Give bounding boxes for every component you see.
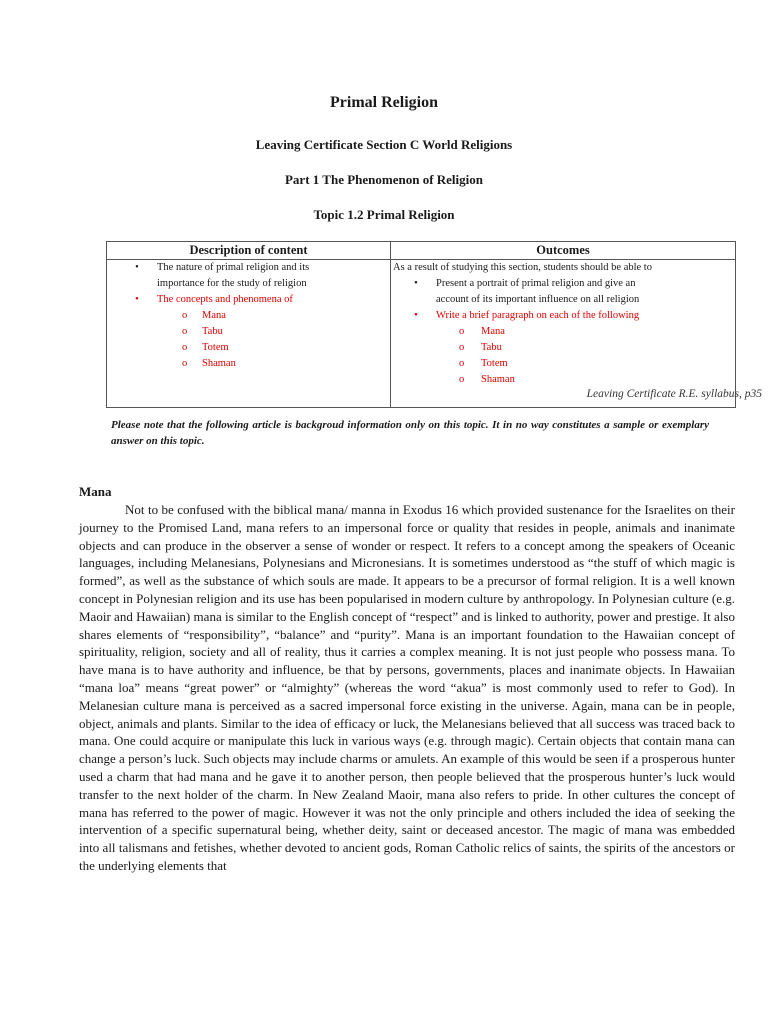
sub-list-item xyxy=(107,308,390,324)
sub-list-item xyxy=(107,324,390,340)
outcomes-list xyxy=(391,276,735,388)
bullet-icon: • xyxy=(135,294,139,305)
sub-bullet-icon: o xyxy=(182,342,188,353)
list-item-text: Write a brief paragraph on each of the following xyxy=(436,310,640,321)
list-item-text: The nature of primal religion and its xyxy=(157,262,310,273)
section-heading: Mana xyxy=(79,484,112,499)
col-header-outcomes: Outcomes xyxy=(391,242,736,260)
sub-list-item xyxy=(391,356,735,372)
sub-list-item xyxy=(391,340,735,356)
col-header-description: Description of content xyxy=(107,242,391,260)
sub-item-text: Shaman xyxy=(481,374,515,385)
sub-bullet-icon: o xyxy=(459,374,465,385)
outcomes-cell xyxy=(391,260,736,408)
sub-item-text: Mana xyxy=(481,326,505,337)
list-item xyxy=(107,260,390,292)
bullet-icon: • xyxy=(414,310,418,321)
sub-item-text: Tabu xyxy=(481,342,502,353)
section-subtitle: Leaving Certificate Section C World Religions xyxy=(255,137,513,152)
disclaimer-note: Please note that the following article is backgroud information only on this topic. It in no way constitutes a sample or exemplary answer on this topic. xyxy=(111,419,709,447)
bullet-icon: • xyxy=(414,278,418,289)
topic-subtitle: Topic 1.2 Primal Religion xyxy=(313,207,455,222)
sub-bullet-icon: o xyxy=(459,342,465,353)
section-body: Not to be confused with the biblical mana/ manna in Exodus 16 which provided sustenance for the Israelites on their journey to the Promised Land, mana refers to an impersonal force or quality that resides in people, animals and inanimate objects and can produce in the observer a sense of wonder or respect. It refers to a concept among the speakers of Oceanic languages, including Melanesians, Polynesians and Micronesians. It is sometimes understood as “the stuff of which magic is formed”, as well as the substance of which souls are made. It appears to be a precursor of formal religion. It is a well known concept in Polynesian religion and its use has been popularised in modern culture by anthropology. In Polynesian culture (e.g. Maoir and Hawaiian) mana is similar to the English concept of “respect” and is linked to authority, power and prestige. It also shares elements of “responsibility”, “balance” and “purity”. Mana is an important foundation to the Hawaiian concept of spirituality, religion, society and all of reality, thus it carries a complex meaning. It is not just people who possess mana. To have mana is to have authority and influence, be that by persons, governments, places and inanimate objects. In Hawaiian “mana loa” means “great power” or “almighty” (whereas the word “akua” is most commonly used to refer to God). In Melanesian culture mana is perceived as a sacred impersonal force existing in the universe. Again, mana can be in people, object, animals and plants. Similar to the idea of efficacy or luck, the Melanesians believed that all success was traced back to mana. One could acquire or manipulate this luck in various ways (e.g. through magic). Certain objects that contain mana can change a person’s luck. Such objects may include charms or amulets. An example of this would be seen if a prosperous hunter used a charm that had mana and he gave it to another person, then people believed that the prosperous hunter’s luck would transfer to the next holder of the charm. In New Zealand Maoir, mana also refers to pride. In other cultures the concept of mana has referred to the power of magic. However it was not the only principle and others included the idea of seeking the intervention of a specific supernatural being, whether deity, saint or deceased ancestor. The magic of mana was embedded into all talismans and fetishes, whether devoted to ancient gods, Roman Catholic relics of saints, the spirits of the ancestors or the underlying elements that xyxy=(79,502,735,873)
sub-item-text: Mana xyxy=(202,310,226,321)
sub-list-item xyxy=(107,340,390,356)
sub-bullet-icon: o xyxy=(182,326,188,337)
sub-bullet-icon: o xyxy=(459,326,465,337)
sub-list-item xyxy=(391,372,735,388)
page-title: Primal Religion xyxy=(330,94,438,111)
sub-bullet-icon: o xyxy=(182,358,188,369)
sub-bullet-icon: o xyxy=(459,358,465,369)
list-item-text: importance for the study of religion xyxy=(157,278,307,289)
sub-item-text: Shaman xyxy=(202,358,236,369)
sub-list-item xyxy=(391,324,735,340)
bullet-icon: • xyxy=(135,262,139,273)
list-item-text: The concepts and phenomena of xyxy=(157,294,293,305)
sub-item-text: Totem xyxy=(481,358,508,369)
list-item xyxy=(391,276,735,308)
part-subtitle: Part 1 The Phenomenon of Religion xyxy=(284,172,483,187)
list-item xyxy=(107,292,390,308)
list-item-text: Present a portrait of primal religion and give an xyxy=(436,278,636,289)
sub-item-text: Tabu xyxy=(202,326,223,337)
sub-list-item xyxy=(107,356,390,372)
content-table xyxy=(106,241,736,408)
sub-item-text: Totem xyxy=(202,342,229,353)
list-item-text: account of its important influence on all religion xyxy=(436,294,640,305)
description-list xyxy=(107,260,390,372)
outcomes-intro: As a result of studying this section, students should be able to xyxy=(393,262,652,273)
sub-bullet-icon: o xyxy=(182,310,188,321)
list-item xyxy=(391,308,735,324)
syllabus-citation: Leaving Certificate R.E. syllabus, p35 xyxy=(586,388,762,400)
description-cell xyxy=(107,260,391,408)
